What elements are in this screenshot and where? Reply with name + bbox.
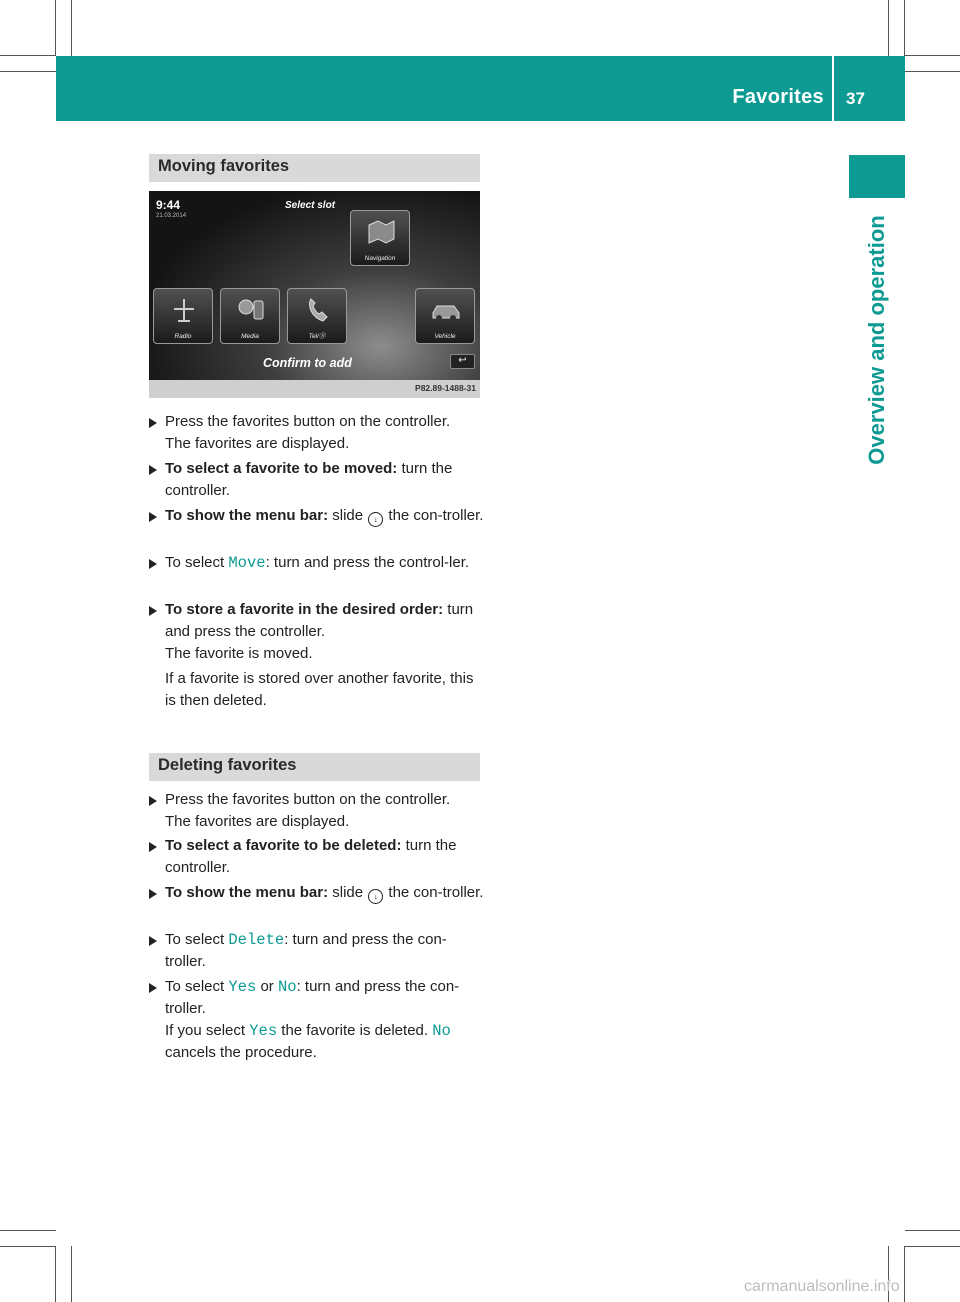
tile-vehicle: Vehicle	[415, 288, 475, 344]
image-code-strip: P82.89-1488-31	[149, 380, 480, 398]
instruction-step: Press the favorites button on the controller. The favorites are displayed.	[149, 789, 484, 833]
screen-date: 21.03.2014	[156, 213, 187, 219]
tile-media: Media	[220, 288, 280, 344]
crop-mark	[0, 55, 56, 56]
screen-confirm-text: Confirm to add	[263, 356, 352, 370]
menu-item-move: Move	[228, 554, 266, 572]
crop-mark	[905, 55, 960, 56]
crop-mark	[905, 71, 960, 72]
tile-radio: Radio	[153, 288, 213, 344]
menu-item-no: No	[277, 978, 297, 996]
tile-navigation: Navigation	[350, 210, 410, 266]
instruction-step: To select Yes or No: turn and press the con-troller. If you select Yes the favorite is deleted. No cancels the procedure.	[149, 976, 484, 1064]
crop-mark	[0, 1230, 56, 1231]
tile-telephone: Tel/Ⓑ	[287, 288, 347, 344]
back-arrow-icon: ↩	[450, 354, 475, 369]
menu-item-no: No	[432, 1022, 451, 1040]
arrow-bullet-icon	[149, 465, 157, 475]
header-separator	[832, 56, 834, 121]
instruction-step: To show the menu bar: slide ↓ the con-troller.	[149, 882, 484, 904]
crop-mark	[71, 1246, 72, 1302]
car-icon	[431, 295, 461, 325]
arrow-bullet-icon	[149, 842, 157, 852]
screen-title: Select slot	[285, 200, 336, 211]
instruction-step: To show the menu bar: slide ↓ the con-troller.	[149, 505, 484, 527]
crop-mark	[905, 1230, 960, 1231]
arrow-bullet-icon	[149, 512, 157, 522]
instruction-step: To select Move: turn and press the control-ler.	[149, 552, 484, 574]
crop-mark	[904, 1246, 905, 1302]
arrow-bullet-icon	[149, 418, 157, 428]
antenna-icon	[169, 295, 199, 325]
instruction-step: To select a favorite to be deleted: turn the controller.	[149, 835, 484, 879]
crop-mark	[71, 0, 72, 56]
arrow-bullet-icon	[149, 889, 157, 899]
menu-item-yes: Yes	[249, 1022, 278, 1040]
side-tab-marker	[849, 155, 905, 198]
controller-icon: ↓	[368, 889, 383, 904]
media-icon	[236, 295, 266, 325]
instruction-step: Press the favorites button on the controller. The favorites are displayed.	[149, 411, 484, 455]
phone-icon	[303, 295, 333, 325]
crop-mark	[904, 0, 905, 56]
instruction-step: To select Delete: turn and press the con-troller.	[149, 929, 484, 973]
menu-item-delete: Delete	[228, 931, 285, 949]
header-title: Favorites	[732, 86, 824, 108]
watermark: carmanualsonline.info	[744, 1278, 900, 1295]
controller-icon: ↓	[368, 512, 383, 527]
page-number: 37	[846, 89, 865, 108]
crop-mark	[0, 1246, 56, 1247]
crop-mark	[0, 71, 56, 72]
crop-mark	[888, 0, 889, 56]
instruction-step: To store a favorite in the desired order: turn and press the controller. The favorite is moved. If a favorite is stored over another favorite, this is then deleted.	[149, 599, 484, 712]
screen-time: 9:44	[156, 198, 181, 212]
crop-mark	[55, 1246, 56, 1302]
crop-mark	[905, 1246, 960, 1247]
map-icon	[366, 217, 396, 247]
section-heading-moving: Moving favorites	[149, 154, 480, 182]
arrow-bullet-icon	[149, 606, 157, 616]
crop-mark	[55, 0, 56, 56]
screen-illustration	[149, 191, 480, 398]
arrow-bullet-icon	[149, 983, 157, 993]
arrow-bullet-icon	[149, 796, 157, 806]
arrow-bullet-icon	[149, 559, 157, 569]
section-heading-deleting: Deleting favorites	[149, 753, 480, 781]
arrow-bullet-icon	[149, 936, 157, 946]
menu-item-yes: Yes	[228, 978, 257, 996]
instruction-step: To select a favorite to be moved: turn the controller.	[149, 458, 484, 502]
